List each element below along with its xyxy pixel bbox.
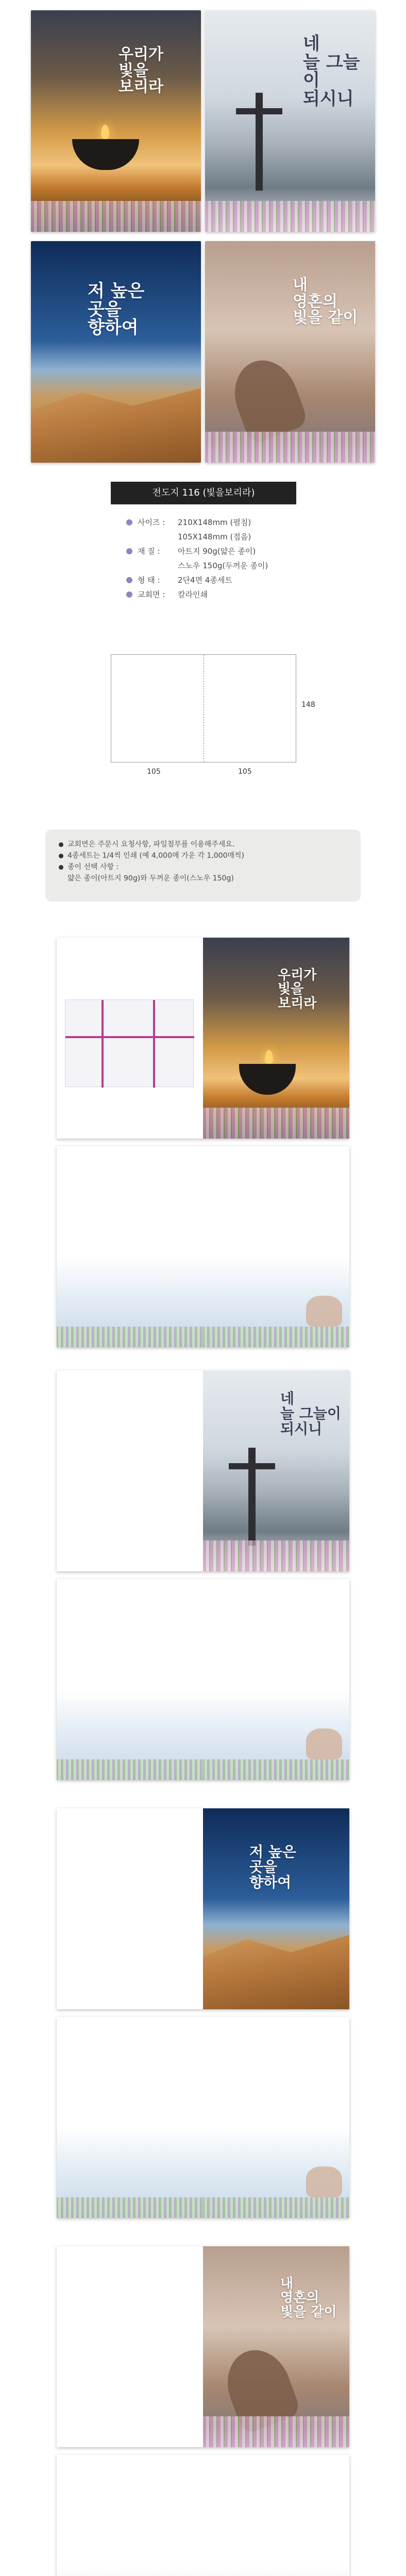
oil-lamp-image [72, 139, 139, 170]
spec-value: 2단4면 4종세트 [178, 575, 232, 585]
spec-value: 칼라인쇄 [178, 590, 208, 599]
bullet-icon [59, 854, 63, 858]
flower-field-image [203, 1540, 349, 1571]
bullet-icon [59, 842, 63, 847]
bullet-icon [126, 548, 132, 554]
grass-image [203, 2197, 349, 2218]
statue-image [236, 93, 282, 191]
spec-row-form [126, 573, 296, 587]
bullet-icon [126, 577, 132, 583]
spread-4-outside [57, 2246, 349, 2447]
desert-dunes-image [203, 1922, 349, 2009]
grass-image [203, 1327, 349, 1347]
statue-image [229, 1448, 275, 1546]
bullet-icon [59, 865, 63, 870]
oil-lamp-image [239, 1064, 296, 1095]
reaching-hand-image [225, 351, 309, 445]
thumbnail-design-4[interactable] [205, 241, 375, 463]
poem-panel [57, 2017, 203, 2218]
notice-text: 4종세트는 1/4씩 인쇄 (예 4,000매 가운 각 1,000매씩) [67, 852, 245, 860]
spec-key: 교회면 : [138, 590, 165, 599]
steps-panel [203, 1146, 349, 1347]
spread-2-inside [57, 1579, 349, 1780]
thumbnail-design-2[interactable] [205, 10, 375, 232]
praying-hands-image [306, 2166, 342, 2197]
spread-3-inside [57, 2017, 349, 2218]
notice-item [59, 839, 347, 850]
praying-hands-image [306, 1296, 342, 1327]
dimension-height: 148 [301, 701, 315, 709]
lavender-field-image [203, 2416, 349, 2447]
spec-row-material [126, 544, 296, 573]
poem-panel [57, 1579, 203, 1780]
dimension-left-width: 105 [147, 768, 161, 776]
lavender-field-image [205, 432, 375, 463]
notice-item [59, 850, 347, 861]
spec-key: 형 태 : [138, 575, 160, 585]
poem-panel [57, 2455, 203, 2576]
spec-key: 재 질 : [138, 547, 160, 556]
poem-panel [57, 1146, 203, 1347]
spread-1-outside [57, 938, 349, 1139]
cover-calligraphy: 네 늘 그늘이 되시니 [303, 33, 360, 110]
steps-panel [203, 1579, 349, 1780]
notice-text: 교회면은 주문시 요청사항, 파일첨부를 이용해주세요. [67, 840, 235, 849]
lamp-flame-image [101, 125, 109, 139]
grass-image [57, 1759, 203, 1780]
product-title: 전도지 116 (빛을보리라) [111, 482, 296, 504]
church-panel [57, 1370, 203, 1571]
grass-image [57, 2197, 203, 2218]
product-thumbnails [0, 0, 406, 464]
cover-panel [203, 1808, 349, 2009]
spec-key: 사이즈 : [138, 518, 165, 527]
thumbnail-design-3[interactable] [31, 241, 201, 463]
cover-calligraphy: 네 늘 그늘이 되시니 [280, 1390, 341, 1437]
flower-field-image [205, 201, 375, 232]
spread-4-inside [57, 2455, 349, 2576]
lamp-flame-image [265, 1050, 273, 1064]
cover-calligraphy: 저 높은 곳을 향하여 [88, 281, 145, 338]
spec-value: 아트지 90g(얇은 종이) 스노우 150g(두꺼운 종이) [178, 547, 268, 570]
cover-calligraphy: 내 영혼의 빛을 같이 [280, 2276, 337, 2320]
steps-panel [203, 2455, 349, 2576]
dimension-right-width: 105 [238, 768, 252, 776]
thumbnail-design-1[interactable] [31, 10, 201, 232]
bullet-icon [126, 519, 132, 526]
flower-field-image [31, 201, 201, 232]
grass-image [57, 1327, 203, 1347]
bullet-icon [126, 591, 132, 598]
cover-calligraphy: 우리가 빛을 보리라 [119, 45, 163, 96]
praying-hands-image [306, 1728, 342, 1759]
grass-image [203, 1759, 349, 1780]
church-map [65, 999, 194, 1087]
steps-panel [203, 2017, 349, 2218]
cover-calligraphy: 내 영혼의 빛을 같이 [293, 276, 358, 327]
cover-panel [203, 1370, 349, 1571]
cover-panel [203, 938, 349, 1139]
cover-calligraphy: 우리가 빛을 보리라 [278, 968, 317, 1011]
flower-field-image [203, 1108, 349, 1139]
church-panel [57, 2246, 203, 2447]
church-panel [57, 938, 203, 1139]
spread-3-outside [57, 1808, 349, 2009]
spec-list [126, 515, 296, 602]
order-notice [45, 829, 361, 902]
spec-row-church-side [126, 587, 296, 602]
spec-value: 210X148mm (펼침) 105X148mm (접음) [178, 518, 251, 541]
cover-panel [203, 2246, 349, 2447]
church-panel [57, 1808, 203, 2009]
spec-row-size [126, 515, 296, 544]
spread-1-inside [57, 1146, 349, 1347]
notice-text: 종이 선택 사항 : 얇은 종이(아트지 90g)와 두꺼운 종이(스노우 150g) [67, 863, 234, 883]
notice-item [59, 861, 347, 884]
desert-dunes-image [31, 375, 201, 463]
cover-calligraphy: 저 높은 곳을 향하여 [249, 1843, 296, 1891]
spread-2-outside [57, 1370, 349, 1571]
fold-diagram [111, 654, 296, 762]
